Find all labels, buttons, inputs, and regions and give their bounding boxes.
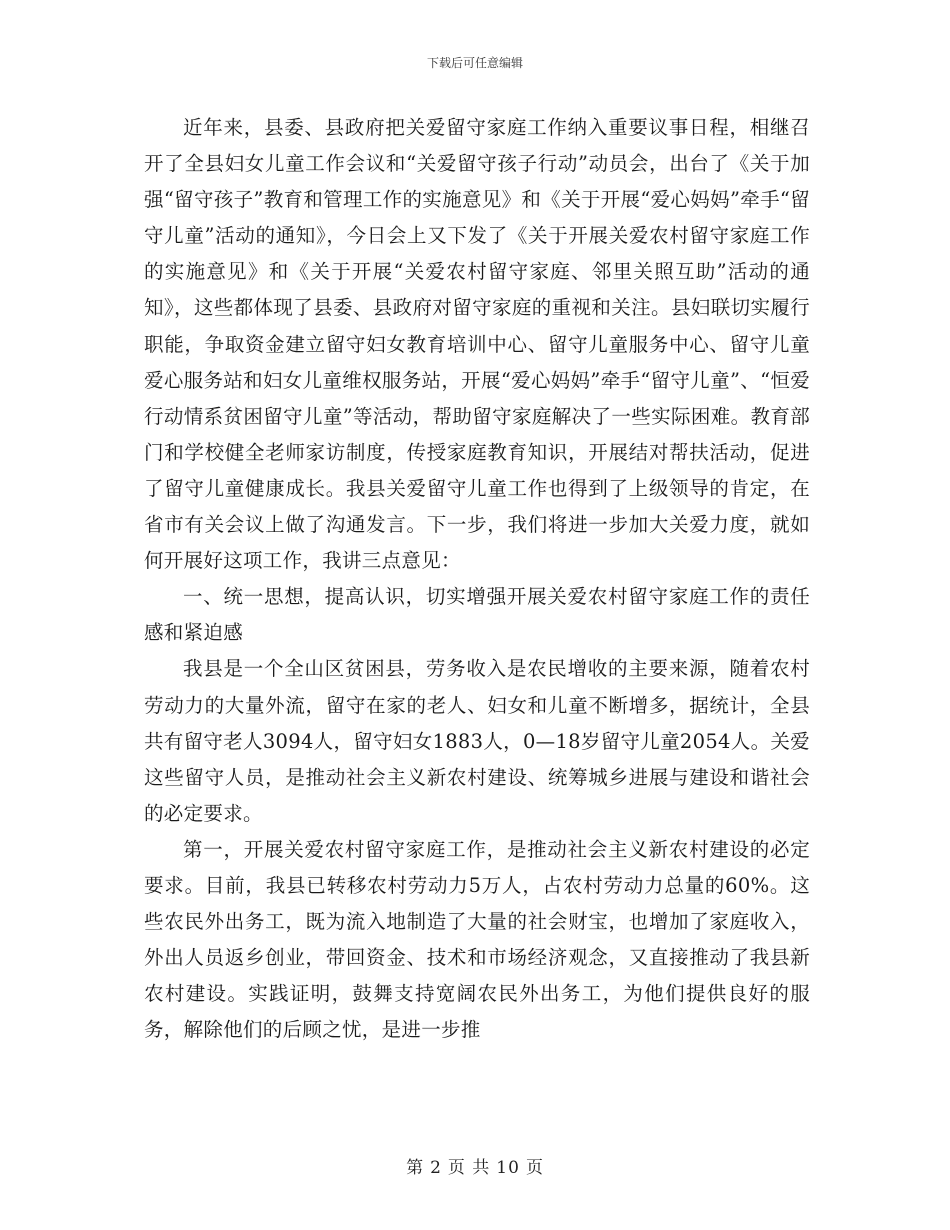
paragraph-intro: 近年来，县委、县政府把关爱留守家庭工作纳入重要议事日程，相继召开了全县妇女儿童工作会议和“关爱留守孩子行动”动员会，出台了《关于加强“留守孩子”教育和管理工作的实施意见》和《关于开展“爱心妈妈”牵手“留守儿童”活动的通知》，今日会上又下发了《关于开展关爱农村留守家庭工作的实施意见》和《关于开展“关爱农村留守家庭、邻里关照互助”活动的通知》，这些都体现了县委、县政府对留守家庭的重视和关注。县妇联切实履行职能，争取资金建立留守妇女教育培训中心、留守儿童服务中心、留守儿童爱心服务站和妇女儿童维权服务站，开展“爱心妈妈”牵手“留守儿童”、“恒爱行动情系贫困留守儿童”等活动，帮助留守家庭解决了一些实际困难。教育部门和学校健全老师家访制度，传授家庭教育知识，开展结对帮扶活动，促进了留守儿童健康成长。我县关爱留守儿童工作也得到了上级领导的肯定，在省市有关会议上做了沟通发言。下一步，我们将进一步加大关爱力度，就如何开展好这项工作，我讲三点意见：	[144, 116, 810, 573]
footer-total-pages: 10	[496, 1158, 520, 1178]
section-heading-1: 一、统一思想，提高认识，切实增强开展关爱农村留守家庭工作的责任感和紧迫感	[144, 585, 810, 645]
page-header-note: 下载后可任意编辑	[426, 56, 523, 70]
footer-page-number: 2	[430, 1158, 442, 1178]
footer-prefix: 第	[406, 1158, 425, 1178]
document-body	[144, 110, 810, 1048]
footer-middle: 页 共	[447, 1158, 491, 1178]
footer-suffix: 页	[525, 1158, 544, 1178]
paragraph-first-point: 第一，开展关爱农村留守家庭工作，是推动社会主义新农村建设的必定要求。目前，我县已转移农村劳动力5万人，占农村劳动力总量的60%。这些农民外出务工，既为流入地制造了大量的社会财宝，也增加了家庭收入，外出人员返乡创业，带回资金、技术和市场经济观念，又直接推动了我县新农村建设。实践证明，鼓舞支持宽阔农民外出务工，为他们提供良好的服务，解除他们的后顾之忧，是进一步推	[144, 837, 810, 1042]
paragraph-statistics: 我县是一个全山区贫困县，劳务收入是农民增收的主要来源，随着农村劳动力的大量外流，留守在家的老人、妇女和儿童不断增多，据统计，全县共有留守老人3094人，留守妇女1883人，0—18岁留守儿童2054人。关爱这些留守人员，是推动社会主义新农村建设、统筹城乡进展与建设和谐社会的必定要求。	[144, 657, 810, 825]
page-footer	[0, 1153, 950, 1178]
